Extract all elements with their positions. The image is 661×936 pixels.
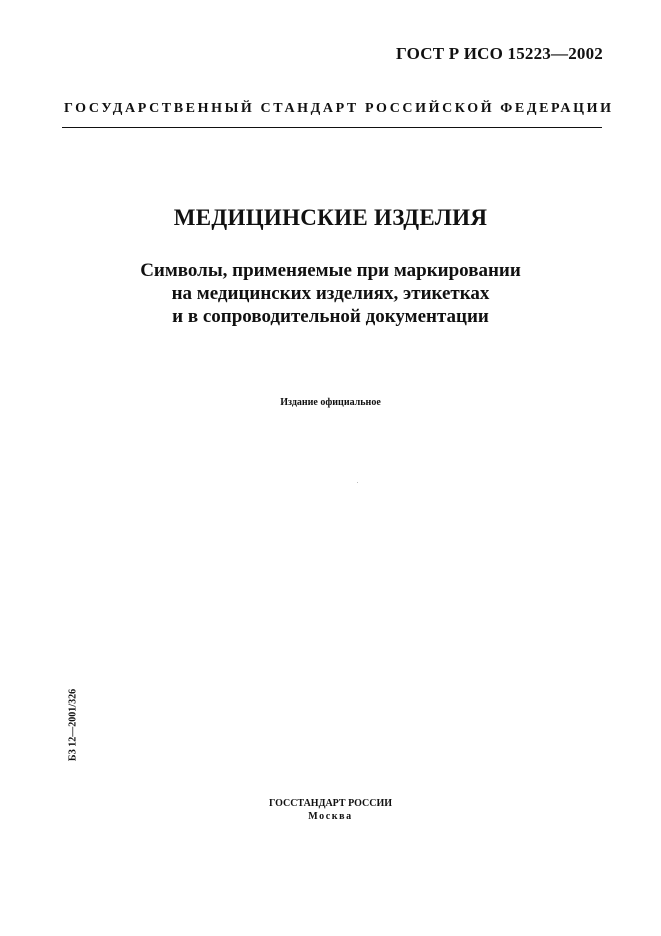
standard-number: ГОСТ Р ИСО 15223—2002	[396, 44, 603, 63]
registration-code-container	[66, 688, 80, 762]
organization-header: ГОСУДАРСТВЕННЫЙ СТАНДАРТ РОССИЙСКОЙ ФЕДЕРАЦИИ	[64, 101, 614, 116]
document-subtitle	[0, 259, 661, 328]
publisher-city: Москва	[308, 811, 353, 822]
subtitle-line-1: Символы, применяемые при маркировании	[140, 260, 521, 281]
print-speck	[357, 482, 358, 483]
registration-code: БЗ 12—2001/326	[67, 688, 79, 762]
subtitle-line-2: на медицинских изделиях, этикетках	[171, 283, 490, 304]
header-divider	[62, 127, 602, 128]
publisher-name: ГОССТАНДАРТ РОССИИ	[268, 798, 393, 809]
document-title: МЕДИЦИНСКИЕ ИЗДЕЛИЯ	[173, 205, 488, 230]
subtitle-line-3: и в сопроводительной документации	[172, 306, 489, 327]
edition-label: Издание официальное	[280, 397, 381, 408]
